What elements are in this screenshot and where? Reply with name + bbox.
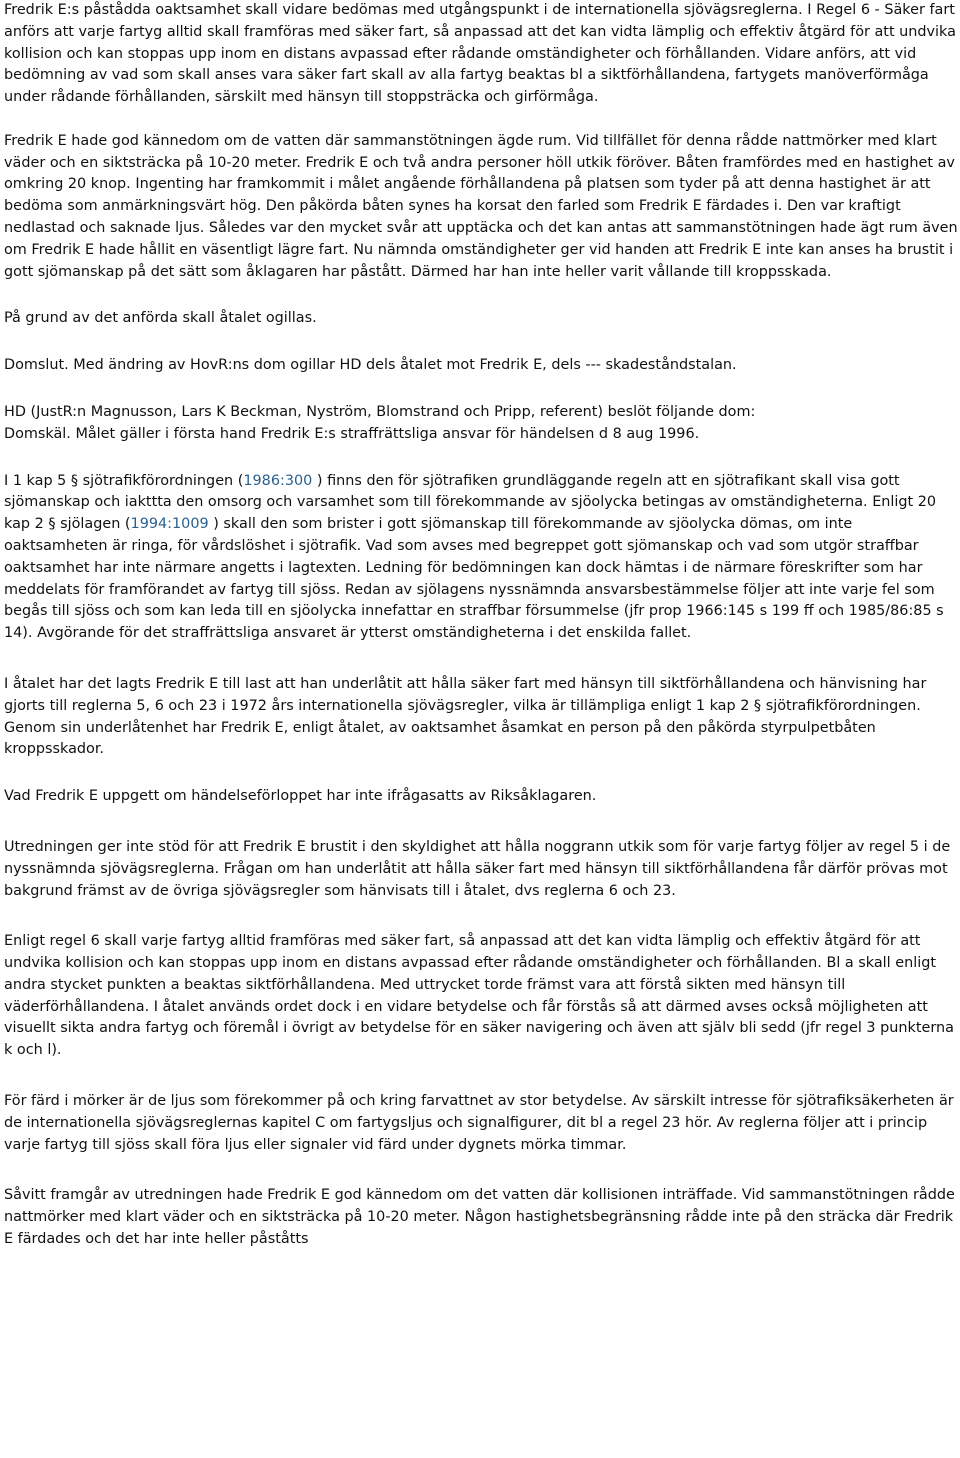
paragraph-utredningen-utkik: Utredningen ger inte stöd för att Fredrik E brustit i den skyldighet att hålla noggrann utkik som för varje fartyg följer av regel 5 i de nyssnämnda sjövägsreglerna. Frågan om han underlåtit att hålla säker fart med hänsyn till siktförhållandena får därför prövas mot bakgrund främst av de övriga sjövägsregler som hänvisats till i åtalet, dvs reglerna 6 och 23. [4, 838, 951, 899]
paragraph-omstandigheter: Fredrik E hade god kännedom om de vatten där sammanstötningen ägde rum. Vid tillfället för denna rådde nattmörker med klart väder och en siktsträcka på 10-20 meter. Fredrik E och två andra personer höll utkik föröver. Båten framfördes med en hastighet av omkring 20 knop. Ingenting har framkommit i målet angående förhållandena på platsen som tyder på att denna hastighet är att bedöma som anmärkningsvärt hög. Den påkörda båten synes ha korsat den farled som Fredrik E färdades i. Den var kraftigt nedlastad och saknade ljus. Således var den mycket svår att upptäcka och det kan antas att sammanstötningen hade ägt rum även om Fredrik E hade hållit en väsentligt lägre fart. Nu nämnda omständigheter ger vid handen att Fredrik E inte kan anses ha brustit i gott sjömanskap på det sätt som åklagaren har påstått. Därmed har han inte heller varit vållande till kroppsskada. [4, 132, 958, 280]
sfs-link-1986-300[interactable]: 1986:300 [243, 472, 313, 489]
sfs-link-1994-1009[interactable]: 1994:1009 [130, 516, 209, 533]
paragraph-domslut-hovratt: Domslut. Med ändring av HovR:ns dom ogillar HD dels åtalet mot Fredrik E, dels --- skadeståndstalan. [4, 357, 737, 374]
paragraph-sjotrafikforordningen [4, 471, 958, 645]
text-fragment: sjötrafikförordningen ( [78, 472, 244, 489]
paragraph-atalet-sakert-fart [4, 674, 958, 761]
paragraph-regel-6-oaktsamhet: Fredrik E:s påstådda oaktsamhet skall vidare bedömas med utgångspunkt i de internationella sjövägsreglerna. I Regel 6 - Säker fart anförs att varje fartyg alltid skall framföras med säker fart, så anpassad att det kan vidta lämplig och effektiv åtgärd för att undvika kollision och kan stoppas upp inom en distans avpassad efter rådande omständigheter och förhållanden. Vidare anförs, att vid bedömning av vad som skall anses vara säker fart skall av alla fartyg beaktas bl a siktförhållandena, fartygets manöverförmåga under rådande förhållanden, särskilt med hänsyn till stoppsträcka och girförmåga. [4, 2, 956, 106]
text-fragment: I åtalet har det lagts Fredrik E till last att han underlåtit att hålla säker fart med hänsyn till siktförhållandena och hänvisning har gjorts till reglerna 5, 6 och 23 i 1972 års internationella sjövägsregler, vilka är tillämpliga enligt 1 kap 2 [4, 675, 927, 714]
hd-composition-line: HD (JustR:n Magnusson, Lars K Beckman, Nyström, Blomstrand och Pripp, referent) beslöt följande dom: [4, 403, 756, 420]
paragraph-hd-domskal [4, 402, 958, 446]
paragraph-fard-i-morker: För färd i mörker är de ljus som förekommer på och kring farvattnet av stor betydelse. Av särskilt intresse för sjötrafiksäkerheten är de internationella sjövägsreglernas kapitel C om fartygsljus och signalfigurer, dit bl a regel 23 hör. Av reglerna följer att i princip varje fartyg till sjöss skall föra ljus eller signaler vid färd under dygnets mörka timmar. [4, 1093, 954, 1153]
paragraph-handelseforlopp: Vad Fredrik E uppgett om händelseförloppet har inte ifrågasatts av Riksåklagaren. [4, 788, 597, 805]
document-body [4, 0, 958, 1251]
paragraph-regel-6-sikt: Enligt regel 6 skall varje fartyg alltid framföras med säker fart, så anpassad att det kan vidta lämplig och effektiv åtgärd för att undvika kollision och kan stoppas upp inom en distans avpassad efter rådande omständigheter och förhållanden. Bl a skall enligt andra stycket punkten a beaktas siktförhållandena. Med uttrycket torde främst vara att förstå sikten med hänsyn till väderförhållandena. I åtalet används ordet dock i en vidare betydelse och får förstås så att därmed avses också möjligheten att visuellt sikta andra fartyg och föremål i övrigt av betydelse för en säker navigering och även att själv bli sedd (jfr regel 3 punkterna k och l). [4, 933, 954, 1059]
text-fragment: sjötrafikförordningen. Genom sin underlåtenhet har Fredrik E, enligt åtalet, av oaktsamhet åsamkat en person på den påkörda styrpulpetbåten kroppsskador. [4, 697, 921, 758]
text-fragment: ) finns den för sjötrafiken grundläggande regeln att en sjötrafikant skall visa gott sjömanskap och iakttta den omsorg och varsamhet som till förekommande av sjöolycka betingas av omständigheterna. Enligt 20 kap 2 [4, 472, 937, 533]
paragraph-kannedom-vatten: Såvitt framgår av utredningen hade Fredrik E god kännedom om det vatten där kollisionen inträffade. Vid sammanstötningen rådde nattmörker med klart väder och en siktsträcka på 10-20 meter. Någon hastighetsbegränsning rådde inte på den sträcka där Fredrik E färdades och det har inte heller påståtts [4, 1187, 955, 1248]
section-sign: § [70, 472, 79, 489]
text-fragment: I 1 kap 5 [4, 472, 71, 489]
section-sign: § [753, 697, 762, 714]
text-fragment: sjölagen ( [55, 516, 131, 533]
text-fragment: ) skall den som brister i gott sjömanskap till förekommande av sjöolycka dömas, om inte oaktsamheten är ringa, för vårdslöshet i sjötrafik. Vad som avses med begreppet gott sjömanskap och vad som utgör straffbar oaktsamhet har inte närmare angetts i lagtexten. Ledning för bedömningen kan dock hämtas i de närmare föreskrifter som har meddelats för framförandet av fartyg till sjöss. Redan av sjölagens nyssnämnda ansvarsbestämmelse följer att inte varje fel som begås till sjöss och som kan leda till en sjöolycka innefattar en straffbar försummelse (jfr prop 1966:145 s 199 ff och 1985/86:85 s 14). Avgörande för det straffrättsliga ansvaret är ytterst omständigheterna i det enskilda fallet. [4, 516, 944, 642]
paragraph-atalet-ogillas: På grund av det anförda skall åtalet ogillas. [4, 310, 317, 327]
section-sign: § [48, 516, 56, 533]
domskal-line: Domskäl. Målet gäller i första hand Fredrik E:s straffrättsliga ansvar för händelsen d 8 aug 1996. [4, 425, 700, 442]
